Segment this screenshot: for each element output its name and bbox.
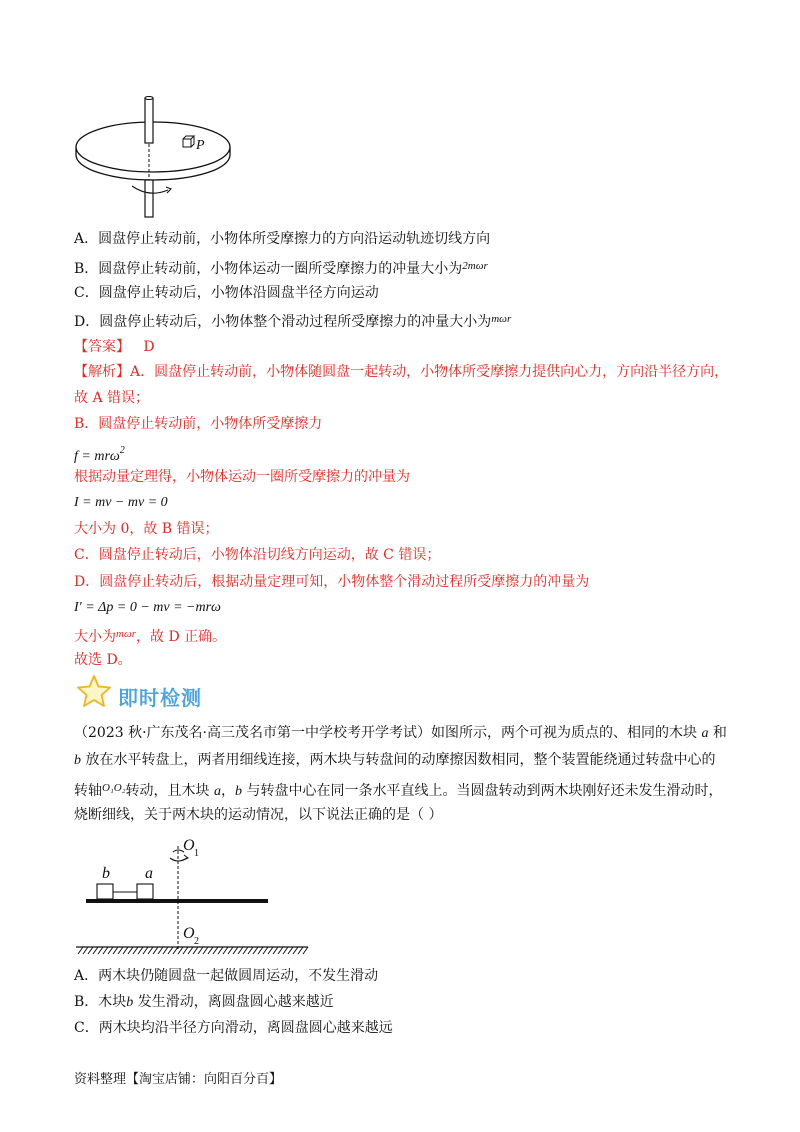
turntable-figure (72, 834, 317, 959)
ground-hatch (78, 947, 308, 954)
footer-text: 资料整理【淘宝店铺：向阳百分百】 (74, 1072, 283, 1087)
q1-option-b: B．圆盘停止转动前，小物体运动一圈所受摩擦力的冲量大小为$^{2m\omega r}$ (74, 260, 488, 277)
q1-option-d-expr: mωr (491, 313, 512, 325)
answer-line: 【答案】 D (74, 339, 155, 355)
disk-figure (70, 92, 240, 227)
analysis-line-2: 故 A 错误； (74, 390, 150, 406)
q2-line-2: b 放在水平转盘上，两者用细线连接，两木块与转盘间的动摩擦因数相同，整个装置能绕通过转盘中心的 (74, 752, 716, 768)
analysis-eq-3: I′ = Δp = 0 − mv = −mrω (74, 600, 221, 615)
section-title: 即时检测 (118, 686, 202, 710)
label-a: a (145, 865, 153, 882)
analysis-line-8: 大小为$^{m\omega r}$，故 D 正确。 (74, 628, 227, 645)
star-icon (76, 674, 112, 708)
q1-option-c: C．圆盘停止转动后，小物体沿圆盘半径方向运动 (74, 285, 379, 301)
q2-line-1: （2023 秋·广东茂名·高三茂名市第一中学校考开学考试）如图所示，两个可视为质点的、相同的木块 a 和 (74, 725, 727, 741)
q2-line-4: 烧断细线，关于两木块的运动情况，以下说法正确的是（ ） (74, 807, 443, 823)
analysis-eq-2: I = mv − mv = 0 (74, 495, 168, 510)
analysis-line-4: 根据动量定理得，小物体运动一圈所受摩擦力的冲量为 (74, 469, 410, 485)
analysis-line-6: C．圆盘停止转动后，小物体沿切线方向运动，故 C 错误； (74, 547, 441, 563)
q2-option-c: C．两木块均沿半径方向滑动，离圆盘圆心越来越远 (74, 1020, 393, 1036)
analysis-line-1: 【解析】A．圆盘停止转动前，小物体随圆盘一起转动，小物体所受摩擦力提供向心力，方向沿半径方向， (74, 364, 729, 380)
q2-option-b: B．木块b 发生滑动，离圆盘圆心越来越近 (74, 994, 334, 1010)
label-b: b (102, 865, 110, 882)
analysis-line-3: B．圆盘停止转动前，小物体所受摩擦力 (74, 416, 323, 432)
q2-option-a: A．两木块仍随圆盘一起做圆周运动，不发生滑动 (74, 968, 379, 984)
analysis-line-5: 大小为 0，故 B 错误； (74, 521, 219, 537)
label-o1-sub: 1 (194, 848, 199, 859)
block-b (97, 884, 113, 899)
label-o2-sub: 2 (194, 936, 199, 947)
analysis-line-7: D．圆盘停止转动后，根据动量定理可知，小物体整个滑动过程所受摩擦力的冲量为 (74, 574, 590, 590)
label-o1: O (183, 837, 195, 854)
analysis-line-9: 故选 D。 (74, 652, 132, 668)
q2-line-3: 转轴$^{O_1O_2}$转动，且木块 a，b 与转盘中心在同一条水平直线上。当圆盘转动到两木块刚好还未发生滑动时， (74, 782, 723, 799)
label-o2: O (183, 925, 195, 942)
q1-option-a: A．圆盘停止转动前，小物体所受摩擦力的方向沿运动轨迹切线方向 (74, 231, 491, 247)
q1-option-b-expr: 2mωr (462, 260, 488, 272)
block-p-label: P (196, 138, 205, 153)
q1-option-d: D．圆盘停止转动后，小物体整个滑动过程所受摩擦力的冲量大小为$^{m\omega r}$ (74, 313, 512, 330)
analysis-eq-1: f = mrω$^2$ (74, 445, 125, 464)
block-a (137, 884, 153, 899)
